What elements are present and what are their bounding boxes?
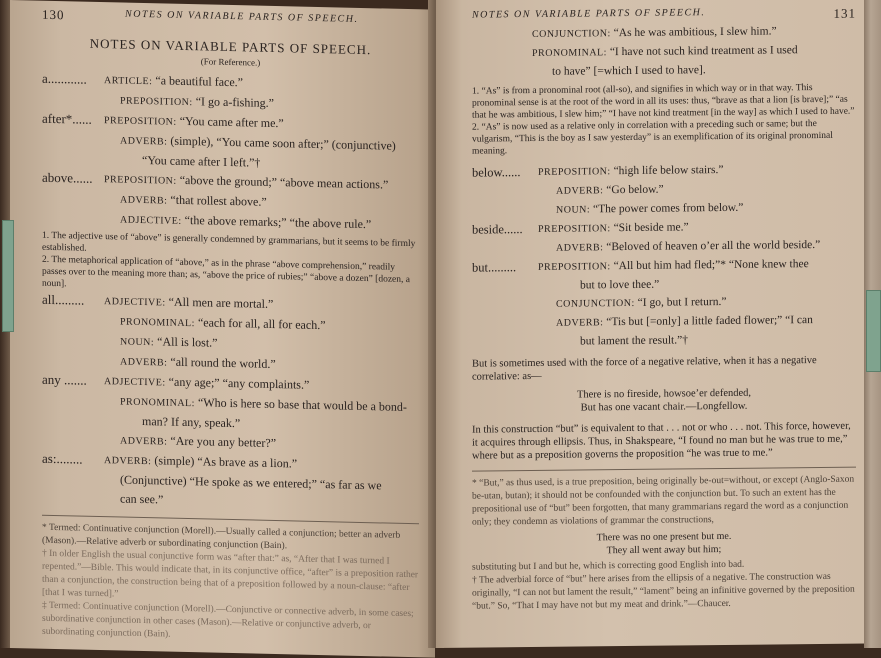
left-running-head: NOTES ON VARIABLE PARTS OF SPEECH. — [125, 8, 359, 25]
example-text: “The power comes from below.” — [593, 201, 744, 216]
part-of-speech-label: PRONOMINAL: — [120, 396, 195, 410]
example-text: man? If any, speak.” — [142, 413, 241, 431]
part-of-speech-label: ADVERB: — [120, 194, 168, 207]
green-bookmark-left — [2, 220, 14, 332]
part-of-speech-label: ADVERB: — [104, 455, 152, 468]
right-footnote-2: substituting but I and but he, which is correcting good English into bad. — [472, 559, 745, 573]
right-note-2: 2. “As” is now used as a relative only in correlation with a preceding such or same; but the vulgarism, “This is the boy as I saw yesterday” is an exemplification of its original pronominal meaning. — [472, 119, 833, 157]
example-text: (simple) “As brave as a lion.” — [154, 453, 298, 471]
example-text: “high life below stairs.” — [613, 163, 724, 178]
poem-line-1: There is no fireside, howsoe’er defended, — [576, 387, 752, 401]
entry-row — [472, 255, 856, 278]
part-of-speech-label: ADVERB: — [120, 356, 168, 369]
example-text: “Who is here so base that would be a bond- — [197, 395, 407, 415]
right-footnote-divider — [472, 467, 856, 472]
part-of-speech-label: ARTICLE: — [104, 75, 153, 88]
part-of-speech-label: PREPOSITION: — [538, 166, 611, 178]
example-text: “You came after I left.”† — [142, 152, 261, 170]
part-of-speech-label: ADVERB: — [120, 435, 168, 448]
part-of-speech-label: PREPOSITION: — [104, 174, 177, 187]
example-text: “Beloved of heaven o’er all the world beside.” — [606, 238, 821, 254]
right-footnote-3: † The adverbial force of “but” here arises from the ellipsis of a negative. The construction was originally, “I can not but lament the result,” “lament” being an infinitive governed by the preposition “but.” So, “That I may have not but my meat and drink.”—Chaucer. — [472, 571, 855, 612]
left-page-header — [42, 7, 419, 32]
example-text: can see.” — [120, 491, 164, 507]
example-text: “All but him had fled;”* “None knew thee — [613, 258, 809, 273]
entry-line — [472, 311, 856, 334]
entry-word: beside...... — [472, 222, 523, 237]
part-of-speech-label: ADJECTIVE: — [104, 376, 166, 389]
right-footnote-1: * “But,” as thus used, is a true preposition, being originally be-out=without, or except (Anglo-Saxon be-utan, butan); it should not be confounded with the conjunction but. To such an extent has the prepositional use of “but” been forgotten, that many grammarians regard the word as a conjunction only; they condemn as violations of grammar the constructions, — [472, 474, 855, 528]
entry-word: above...... — [42, 169, 93, 186]
poem-line-2: But has one vacant chair.—Longfellow. — [580, 400, 748, 414]
right-page — [436, 0, 866, 648]
entry-word: but......... — [472, 260, 517, 275]
right-top-line-1: CONJUNCTION: “As he was ambitious, I slew him.” — [532, 25, 777, 40]
right-top-line-3: to have” [=which I used to have]. — [552, 64, 706, 78]
example-text: “I go a-fishing.” — [195, 94, 274, 110]
right-entries — [472, 160, 856, 352]
right-page-number: 131 — [833, 5, 856, 21]
part-of-speech-label: PREPOSITION: — [538, 261, 611, 273]
green-bookmark-right — [866, 290, 881, 372]
section-title: NOTES ON VARIABLE PARTS OF SPEECH. — [89, 35, 372, 58]
example-text: (simple), “You came soon after;” (conjunctive) — [170, 133, 396, 153]
example-text: “that rollest above.” — [170, 192, 267, 209]
example-text: “the above remarks;” “the above rule.” — [184, 212, 372, 232]
left-footnote-2: † In older English the usual conjunctive form was “after that:” as, “After that I was turned I repented.”—Bible. This would indicate that, in its conjunctive office, “after” is a preposition rather than a conjunction, the construction being that of a preposition followed by a noun-clause: “after [that I was turned].” — [42, 548, 419, 600]
part-of-speech-label: PREPOSITION: — [120, 95, 193, 109]
example-text: “above the ground;” “above mean actions.” — [179, 172, 389, 192]
example-text: but to love thee.” — [580, 278, 660, 292]
part-of-speech-label: PRONOMINAL: — [120, 316, 195, 330]
example-text: “Sit beside me.” — [613, 221, 689, 235]
entry-word: all......... — [42, 291, 85, 308]
entry-line — [472, 330, 856, 352]
example-line-1: There was no one present but me. — [596, 530, 732, 544]
part-of-speech-label: ADVERB: — [556, 242, 604, 254]
left-footnote-1: * Termed: Continuative conjunction (Morell).—Usually called a conjunction; better an adverb (Mason).—Relative adverb or subordinating conjunction (Bain). — [42, 522, 401, 552]
left-note-1: 1. The adjective use of “above” is generally condemned by grammarians, but it seems to be firmly established. — [42, 230, 416, 254]
part-of-speech-label: ADVERB: — [556, 185, 604, 197]
left-entries-2 — [42, 290, 419, 516]
example-text: “All is lost.” — [157, 334, 218, 350]
entry-word: as:........ — [42, 450, 83, 467]
example-text: “any age;” “any complaints.” — [168, 374, 310, 392]
left-note-2: 2. The metaphorical application of “above,” as in the phrase “above comprehension,” readily passes over to the meaning more than; as, “above the price of rubies;” “above a dozen” [dozen, a noun]. — [42, 254, 410, 290]
part-of-speech-label: NOUN: — [556, 204, 591, 216]
example-text: “I go, but I return.” — [637, 295, 727, 309]
entry-line — [538, 161, 723, 182]
part-of-speech-label: ADVERB: — [556, 317, 604, 329]
right-running-head: NOTES ON VARIABLE PARTS OF SPEECH. — [472, 7, 706, 21]
part-of-speech-label: PREPOSITION: — [538, 223, 611, 235]
left-entries — [42, 69, 419, 237]
entry-word: after*...... — [42, 110, 92, 127]
example-text: “Are you any better?” — [170, 433, 277, 451]
part-of-speech-label: ADVERB: — [120, 135, 168, 148]
part-of-speech-label: PREPOSITION: — [104, 115, 177, 128]
entry-line — [538, 255, 809, 277]
example-text: but lament the result.”† — [580, 334, 688, 348]
example-text: “You came after me.” — [179, 113, 284, 131]
example-line-2: They all went away but him; — [606, 544, 722, 557]
left-footnote-3: ‡ Termed: Continuative conjunction (Morell).—Conjunctive or connective adverb, in some cases; subordinative conjunction in other cases (Mason).—Relative or conjunctive adverb, or subordinating conjunction (Bain). — [42, 600, 414, 640]
part-of-speech-label: NOUN: — [120, 336, 155, 349]
section-subtitle: (For Reference.) — [200, 56, 261, 68]
example-text: “All men are mortal.” — [168, 294, 274, 311]
left-page — [10, 0, 435, 658]
example-text: “each for all, all for each.” — [197, 315, 326, 333]
right-para-2: In this construction “but” is equivalent to that . . . not or who . . . not. This force, however, it acquires through ellipsis. Thus, in Shakspeare, “I found no man but he was true to me,” where but as a preposition governs the proposition “he was true to me.” — [472, 420, 851, 462]
example-text: “Go below.” — [606, 183, 664, 197]
entry-word: below...... — [472, 165, 521, 180]
entry-word: any ....... — [42, 371, 87, 388]
right-para-1: But is sometimes used with the force of a negative relative, when it has a negative correlative: as— — [472, 355, 817, 383]
example-text: (Conjunctive) “He spoke as we entered;” “as far as we — [120, 472, 382, 493]
part-of-speech-label: CONJUNCTION: — [556, 297, 635, 310]
example-text: “Tis but [=only] a little faded flower;” “I can — [606, 314, 813, 329]
entry-line — [538, 218, 689, 239]
entry-word: a............ — [42, 70, 87, 87]
part-of-speech-label: ADJECTIVE: — [104, 296, 166, 309]
left-page-number: 130 — [42, 6, 65, 23]
part-of-speech-label: ADJECTIVE: — [120, 214, 182, 227]
example-text: “a beautiful face.” — [155, 73, 244, 90]
example-text: “all round the world.” — [170, 354, 276, 372]
right-top-line-2: PRONOMINAL: “I have not such kind treatment as I used — [532, 44, 798, 59]
right-note-1: 1. “As” is from a pronominal root (all-so), and signifies in which way or in that way. This pronominal sense is at the root of the word in all its uses: thus, “brave as that a lion [is brave];” “as that he was ambitious, I slew him;” “I have not kind treatment [in the way] as which I used to have.” — [472, 83, 855, 121]
